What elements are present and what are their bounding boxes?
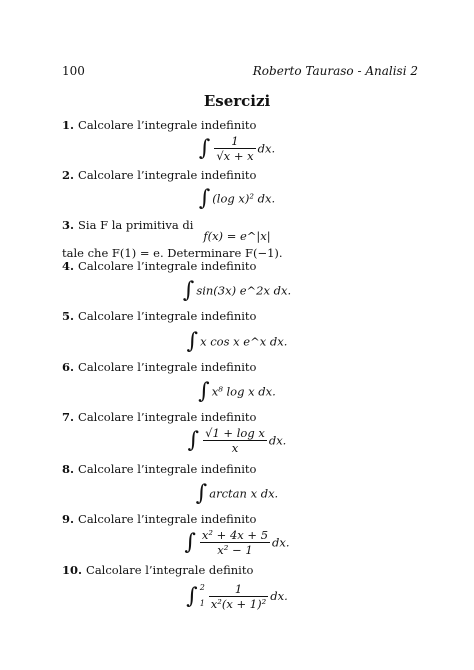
integral-sign: ∫ (198, 379, 210, 404)
integral-sign: ∫ (184, 530, 196, 555)
integral-sign: ∫ (198, 186, 211, 211)
exercise-number: 7. (62, 410, 75, 424)
integral-sign: ∫ (195, 481, 208, 506)
exercise-3-formula (0, 229, 474, 243)
exercise-text: Calcolare l’integrale indefinito (78, 512, 257, 526)
exercise-number: 5. (62, 309, 75, 323)
exercise-text: Calcolare l’integrale indefinito (78, 259, 257, 273)
differential: dx. (257, 141, 276, 156)
differential: dx. (272, 535, 290, 550)
exercise-8-formula (0, 481, 474, 506)
section-title: Esercizi (203, 92, 271, 110)
exercise-2-prompt (62, 168, 256, 182)
exercise-3-condition: tale che F(1) = e. Determinare F(−1). (62, 246, 283, 260)
denominator: √x + x (216, 149, 254, 163)
exercise-4-prompt (62, 259, 256, 273)
exercise-number: 9. (62, 512, 75, 526)
denominator: x²(x + 1)² (210, 596, 267, 611)
exercise-9-formula (0, 528, 474, 557)
exercise-number: 1. (62, 118, 75, 132)
exercise-text: Calcolare l’integrale indefinito (78, 410, 257, 424)
integral-sign: ∫ (182, 278, 195, 303)
integrand: (log x)² dx. (212, 191, 276, 206)
exercise-10-prompt (62, 563, 253, 577)
integral-sign: ∫ (187, 428, 200, 453)
exercise-text: Sia F la primitiva di (78, 218, 194, 232)
differential: dx. (270, 589, 288, 603)
exercise-7-formula (0, 426, 474, 455)
denominator: x (231, 441, 239, 455)
running-title: Roberto Tauraso - Analisi 2 (252, 64, 418, 78)
integral-sign: ∫ (186, 329, 199, 354)
integrand: x cos x e^x dx. (200, 334, 288, 349)
fraction (209, 582, 268, 611)
exercise-text: Calcolare l’integrale definito (86, 563, 254, 577)
exercise-text: Calcolare l’integrale indefinito (78, 309, 257, 323)
exercise-text: Calcolare l’integrale indefinito (78, 168, 257, 182)
exercise-number: 10. (62, 563, 83, 577)
lower-limit: 1 (199, 599, 205, 608)
exercise-number: 2. (62, 168, 75, 182)
integrand: x⁸ log x dx. (211, 384, 276, 399)
exercise-8-prompt (62, 462, 256, 476)
fraction (200, 528, 270, 557)
fraction (203, 426, 267, 455)
exercise-number: 3. (62, 218, 75, 232)
exercise-4-formula (0, 278, 474, 303)
exercise-number: 8. (62, 462, 75, 476)
exercise-6-formula (0, 379, 474, 404)
exercise-5-prompt (62, 309, 256, 323)
page-number: 100 (62, 64, 85, 78)
exercise-1-prompt (62, 118, 256, 132)
denominator: x² − 1 (217, 543, 253, 557)
upper-limit: 2 (199, 583, 205, 592)
integrand: arctan x dx. (209, 486, 279, 501)
integral-sign: ∫ (198, 136, 211, 161)
exercise-10-formula (0, 580, 474, 612)
exercise-7-prompt (62, 410, 256, 424)
exercise-9-prompt (62, 512, 256, 526)
numerator: √1 + log x (205, 426, 265, 440)
numerator: 1 (209, 582, 268, 597)
integral-sign: ∫ (186, 583, 198, 609)
numerator: x² + 4x + 5 (201, 528, 269, 542)
function-definition: f(x) = e^|x| (203, 229, 271, 243)
exercise-text: Calcolare l’integrale indefinito (78, 118, 257, 132)
integral-limits (200, 580, 205, 612)
exercise-number: 4. (62, 259, 75, 273)
integrand: sin(3x) e^2x dx. (196, 283, 292, 298)
differential: dx. (268, 433, 287, 448)
numerator: 1 (214, 134, 255, 149)
exercise-1-formula (0, 134, 474, 163)
exercise-2-formula (0, 186, 474, 211)
fraction (214, 134, 255, 163)
exercise-6-prompt (62, 360, 256, 374)
exercise-text: Calcolare l’integrale indefinito (78, 360, 257, 374)
exercise-5-formula (0, 329, 474, 354)
exercise-number: 6. (62, 360, 75, 374)
exercise-text: Calcolare l’integrale indefinito (78, 462, 257, 476)
